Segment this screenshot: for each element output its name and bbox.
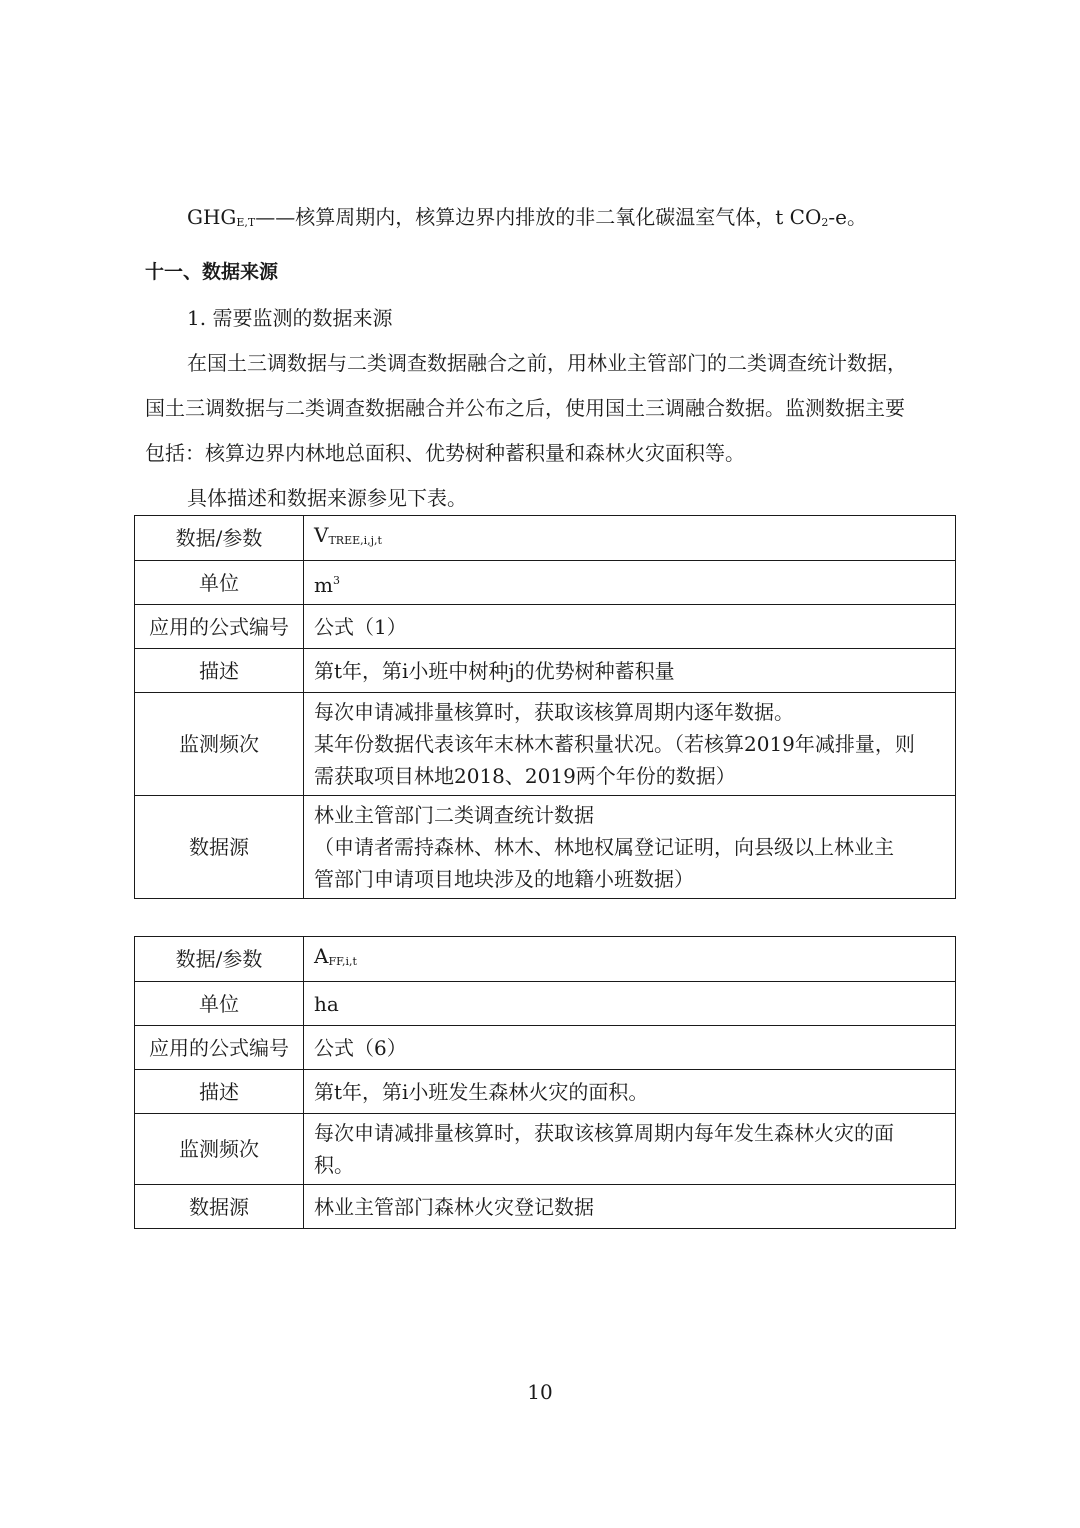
co2-subscript: 2 (821, 216, 829, 229)
section-heading: 十一、数据来源 (145, 261, 279, 283)
page-number: 10 (527, 1380, 553, 1404)
table-row (135, 1026, 956, 1070)
source-label: 数据源 (135, 796, 304, 899)
ghg-symbol: GHG (187, 205, 237, 229)
freq-label: 监测频次 (135, 693, 304, 796)
table-row (135, 605, 956, 649)
paragraph-line-1: 在国土三调数据与二类调查数据融合之前，用林业主管部门的二类调查统计数据， (187, 351, 907, 375)
unit-value: $m^3$ (304, 561, 956, 605)
paragraph-line-2: 国土三调数据与二类调查数据融合并公布之后，使用国土三调融合数据。监测数据主要 (145, 396, 905, 420)
source-label: 数据源 (135, 1185, 304, 1229)
data-table-aff (134, 936, 956, 1229)
subheading: 1. 需要监测的数据来源 (187, 306, 393, 330)
desc-value: 第t年，第i小班发生森林火灾的面积。 (304, 1070, 956, 1114)
table-row (135, 649, 956, 693)
ghg-text: ——核算周期内，核算边界内排放的非二氧化碳温室气体，t CO (255, 205, 822, 229)
table-row (135, 561, 956, 605)
param-label: 数据/参数 (135, 516, 304, 561)
ghg-definition-line (187, 202, 867, 238)
table-row (135, 693, 956, 796)
freq-value: 每次申请减排量核算时，获取该核算周期内逐年数据。 某年份数据代表该年末林木蓄积量状况。（若核算2019年减排量，则 需获取项目林地2018、2019两个年份的数据） (304, 693, 956, 796)
formula-label: 应用的公式编号 (135, 605, 304, 649)
desc-label: 描述 (135, 1070, 304, 1114)
table-row (135, 1185, 956, 1229)
table-row (135, 982, 956, 1026)
param-value: $A_{FF,i,t}$ (304, 937, 956, 982)
source-value: 林业主管部门二类调查统计数据 （申请者需持森林、林木、林地权属登记证明，向县级以上林业主 管部门申请项目地块涉及的地籍小班数据） (304, 796, 956, 899)
table-row (135, 796, 956, 899)
unit-label: 单位 (135, 561, 304, 605)
table-row (135, 1070, 956, 1114)
desc-value: 第t年，第i小班中树种j的优势树种蓄积量 (304, 649, 956, 693)
ghg-suffix: -e。 (828, 205, 867, 229)
source-value: 林业主管部门森林火灾登记数据 (304, 1185, 956, 1229)
ghg-subscript: E,T (236, 216, 256, 229)
param-label: 数据/参数 (135, 937, 304, 982)
unit-value: ha (304, 982, 956, 1026)
table-row (135, 516, 956, 561)
desc-label: 描述 (135, 649, 304, 693)
param-value: $V_{TREE,i,j,t}$ (304, 516, 956, 561)
table-row (135, 937, 956, 982)
formula-value: 公式（6） (304, 1026, 956, 1070)
freq-label: 监测频次 (135, 1114, 304, 1185)
freq-value: 每次申请减排量核算时，获取该核算周期内每年发生森林火灾的面 积。 (304, 1114, 956, 1185)
table-row (135, 1114, 956, 1185)
formula-value: 公式（1） (304, 605, 956, 649)
unit-label: 单位 (135, 982, 304, 1026)
data-table-vtree (134, 515, 956, 899)
table-intro: 具体描述和数据来源参见下表。 (187, 486, 467, 510)
formula-label: 应用的公式编号 (135, 1026, 304, 1070)
paragraph-line-3: 包括：核算边界内林地总面积、优势树种蓄积量和森林火灾面积等。 (145, 441, 745, 465)
